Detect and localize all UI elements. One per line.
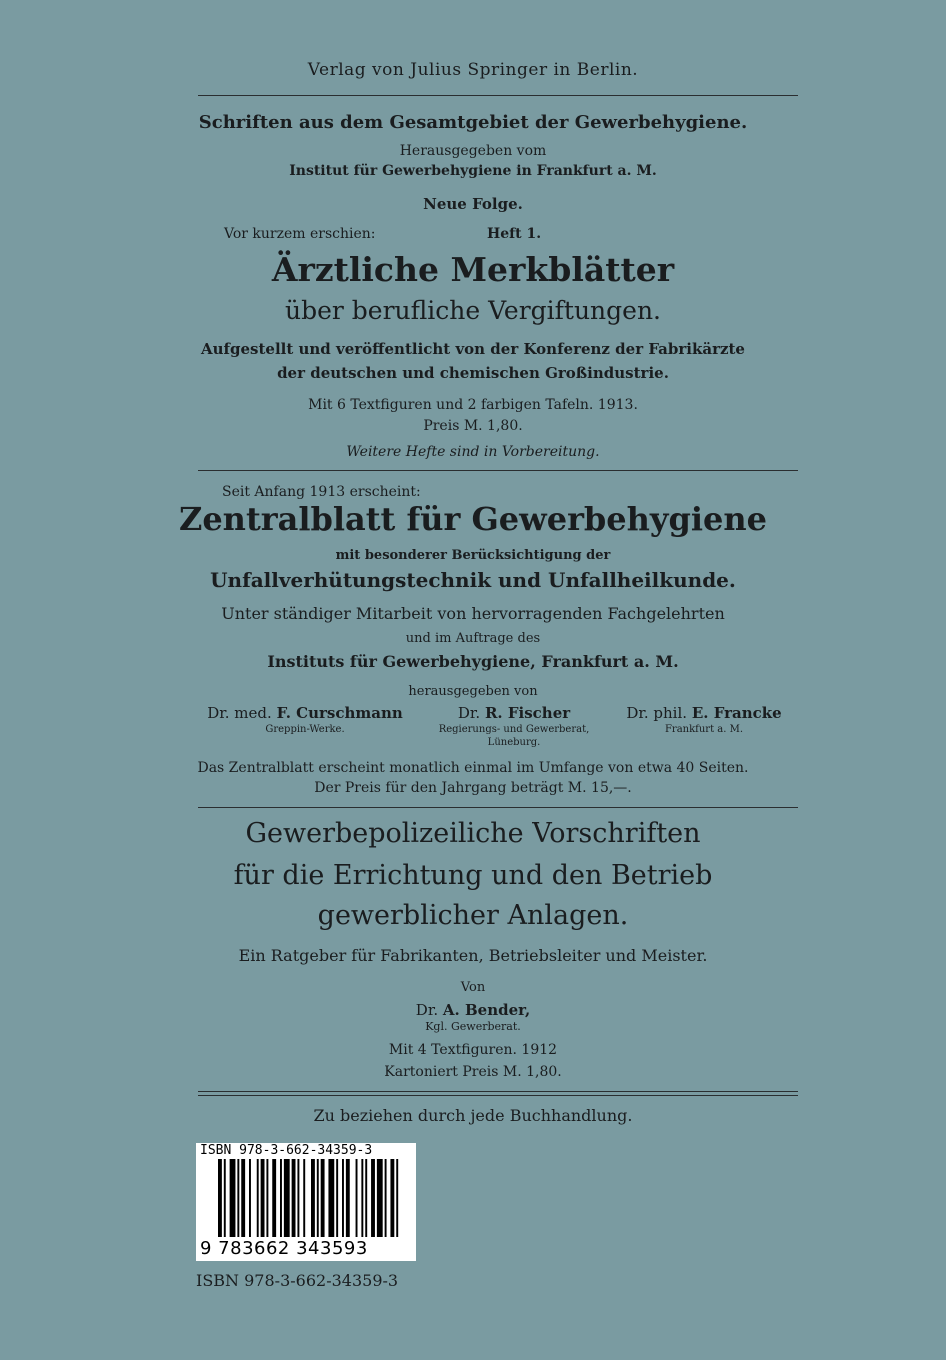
book1-price: Preis M. 1,80. — [423, 418, 523, 434]
editor-1 — [199, 704, 411, 722]
book2-author-role: Kgl. Gewerberat. — [425, 1020, 521, 1033]
editor-3-prefix: Dr. phil. — [626, 704, 688, 722]
heft-label: Heft 1. — [487, 226, 542, 242]
book1-desc-line2: der deutschen und chemischen Großindustrie. — [277, 364, 669, 382]
book2-author-prefix: Dr. — [415, 1001, 439, 1019]
book1-more: Weitere Hefte sind in Vorbereitung. — [346, 444, 600, 460]
book2-title-line3: gewerblicher Anlagen. — [317, 900, 629, 931]
book2-figures: Mit 4 Textfiguren. 1912 — [388, 1042, 558, 1058]
recently-published-label: Vor kurzem erschien: — [224, 226, 376, 242]
divider — [198, 470, 798, 471]
journal-sub2: Unfallverhütungstechnik und Unfallheilkunde. — [210, 568, 736, 592]
book1-desc-line1: Aufgestellt und veröffentlicht von der Konferenz der Fabrikärzte — [201, 340, 745, 358]
footer-note: Zu beziehen durch jede Buchhandlung. — [313, 1106, 633, 1125]
book2-price: Kartoniert Preis M. 1,80. — [384, 1064, 562, 1080]
publisher-line: Verlag von Julius Springer in Berlin. — [307, 60, 639, 80]
series-editor-intro: Herausgegeben vom — [399, 143, 547, 159]
journal-collab1: Unter ständiger Mitarbeit von hervorragenden Fachgelehrten — [221, 604, 725, 623]
editor-2-prefix: Dr. — [457, 704, 481, 722]
editor-1-affiliation: Greppin-Werke. — [265, 724, 345, 735]
editor-1-prefix: Dr. med. — [207, 704, 272, 722]
book2-von: Von — [460, 980, 486, 995]
editor-3-name: E. Francke — [691, 704, 782, 722]
journal-since: Seit Anfang 1913 erscheint: — [222, 484, 421, 500]
journal-institute: Instituts für Gewerbehygiene, Frankfurt a. M. — [267, 652, 679, 671]
journal-price: Der Preis für den Jahrgang beträgt M. 15,—. — [314, 780, 632, 796]
editor-2 — [414, 704, 614, 722]
editor-2-affiliation: Regierungs- und Gewerberat, — [438, 724, 590, 735]
book1-figures: Mit 6 Textfiguren und 2 farbigen Tafeln. 1913. — [308, 397, 638, 413]
barcode — [196, 1143, 416, 1261]
barcode-digits: 9 783662 343593 — [200, 1238, 368, 1259]
editor-3 — [612, 704, 796, 722]
book1-title: Ärztliche Merkblätter — [271, 250, 675, 289]
journal-edited-by: herausgegeben von — [408, 684, 538, 699]
editor-2-city: Lüneburg. — [487, 737, 541, 748]
divider — [198, 1095, 798, 1096]
isbn-bottom: ISBN 978-3-662-34359-3 — [196, 1271, 399, 1290]
neue-folge: Neue Folge. — [423, 195, 523, 213]
editor-1-name: F. Curschmann — [276, 704, 403, 722]
series-title: Schriften aus dem Gesamtgebiet der Gewerbehygiene. — [198, 112, 748, 133]
editor-3-affiliation: Frankfurt a. M. — [664, 724, 744, 735]
barcode-bars — [218, 1159, 404, 1237]
book2-author — [0, 1001, 946, 1019]
divider — [198, 1091, 798, 1092]
divider — [198, 95, 798, 96]
journal-collab2: und im Auftrage des — [405, 631, 541, 646]
editor-2-name: R. Fischer — [484, 704, 571, 722]
series-editor: Institut für Gewerbehygiene in Frankfurt a. M. — [289, 163, 657, 179]
journal-frequency: Das Zentralblatt erscheint monatlich einmal im Umfange von etwa 40 Seiten. — [197, 760, 749, 776]
book2-title-line2: für die Errichtung und den Betrieb — [233, 860, 713, 891]
book2-author-name: A. Bender, — [442, 1001, 531, 1019]
book2-title-line1: Gewerbepolizeiliche Vorschriften — [245, 818, 701, 849]
journal-title: Zentralblatt für Gewerbehygiene — [178, 500, 768, 538]
book1-subtitle: über berufliche Vergiftungen. — [284, 296, 661, 325]
book2-subtitle: Ein Ratgeber für Fabrikanten, Betriebsleiter und Meister. — [238, 946, 708, 965]
barcode-isbn-label: ISBN 978-3-662-34359-3 — [200, 1143, 373, 1158]
divider — [198, 807, 798, 808]
journal-sub1: mit besonderer Berücksichtigung der — [335, 548, 611, 563]
